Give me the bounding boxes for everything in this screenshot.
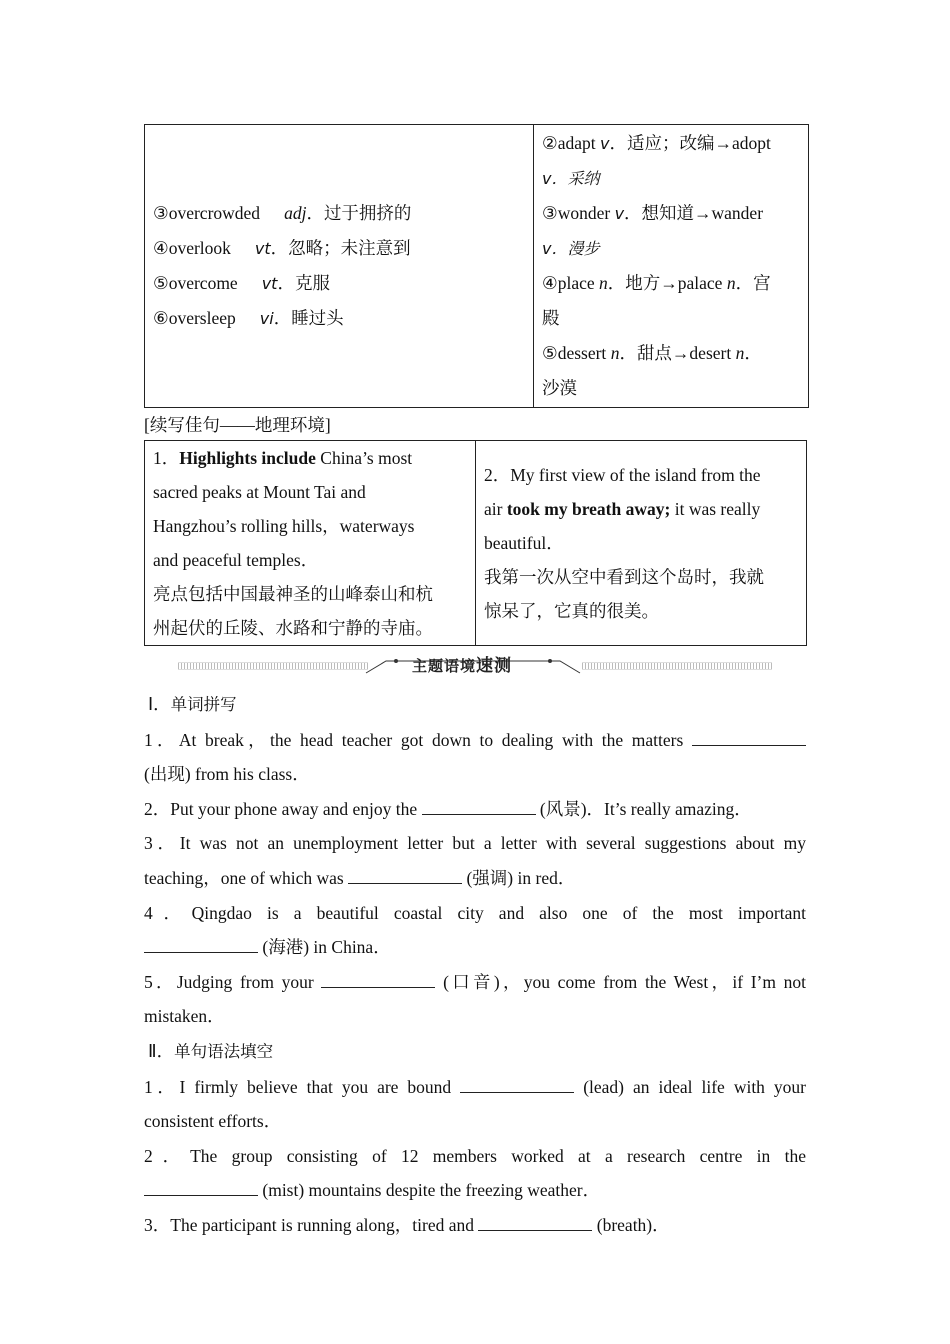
sentence-2-cell: 2．My first view of the island from the air took my breath away; it was really beautiful． 我第一次从空中看到这个岛时，我就 惊呆了，它真的很美。	[476, 441, 807, 646]
answer-blank[interactable]	[144, 936, 258, 953]
section-banner	[144, 645, 806, 687]
vocab-right-line: v．采纳	[542, 169, 600, 188]
answer-blank[interactable]	[422, 798, 536, 815]
section-title: [续写佳句——地理环境]	[144, 415, 331, 435]
vocab-left-item: ⑤overcome vt．克服	[153, 273, 330, 293]
vocab-left-item: ④overlook vt．忽略；未注意到	[153, 238, 411, 258]
vocab-right-line: ⑤dessert n．甜点→desert n．	[542, 343, 762, 363]
sentence-1-cell: 1．Highlights include China’s most sacred peaks at Mount Tai and Hangzhou’s rolling hills，waterways and peaceful temples． 亮点包括中国最神圣的山峰泰山和杭 州起伏的丘陵、水路和宁静的寺庙。	[145, 441, 476, 646]
vocab-right-line: ③wonder v．想知道→wander	[542, 203, 764, 223]
vocab-right-line: ②adapt v．适应；改编→adopt	[542, 133, 771, 153]
vocab-left-cell	[145, 125, 534, 408]
part2-item-1: 1．I firmly believe that you are bound (lead) an ideal life with your consistent efforts．	[144, 1076, 807, 1132]
vocab-left-item: ③overcrowded adj．过于拥挤的	[153, 203, 412, 223]
answer-blank[interactable]	[478, 1214, 592, 1231]
part1-item-1: 1．At break，the head teacher got down to dealing with the matters (出现) from his class．	[144, 723, 806, 792]
answer-blank[interactable]	[460, 1076, 574, 1093]
answer-blank[interactable]	[144, 1179, 258, 1196]
answer-blank[interactable]	[348, 867, 462, 884]
page-content	[144, 124, 806, 1243]
vocab-right-line: ④place n．地方→palace n．宫	[542, 273, 771, 293]
answer-blank[interactable]	[692, 729, 806, 746]
banner-hatch-right	[582, 662, 772, 670]
part2-item-2: 2．The group consisting of 12 members worked at a research centre in the (mist) mountains despite the freezing weather．	[144, 1145, 806, 1201]
vocab-left-item: ⑥oversleep vi．睡过头	[153, 308, 344, 328]
vocab-right-line: v．漫步	[542, 239, 600, 258]
vocab-right-line: 殿	[542, 308, 560, 328]
sentences-table	[144, 440, 807, 646]
banner-hatch-left	[178, 662, 368, 670]
part1-item-2: 2．Put your phone away and enjoy the (风景)．It’s really amazing．	[144, 798, 752, 819]
banner-title: 主题语境速测	[412, 656, 513, 676]
part2-item-3: 3．The participant is running along，tired and (breath)．	[144, 1214, 670, 1235]
vocab-right-line: 沙漠	[542, 378, 577, 398]
vocab-table	[144, 124, 809, 408]
part1-item-5: 5．Judging from your (口音)，you come from the West，if I’m not mistaken．	[144, 971, 807, 1027]
part1-item-3: 3．It was not an unemployment letter but a letter with several suggestions about my teaching，one of which was (强调) in red．	[144, 833, 806, 888]
part1-item-4: 4．Qingdao is a beautiful coastal city and also one of the most important (海港) in China．	[144, 902, 806, 958]
part2-heading: Ⅱ．单句语法填空	[148, 1040, 274, 1061]
vocab-right-cell	[534, 125, 809, 408]
answer-blank[interactable]	[321, 971, 435, 988]
part1-heading: Ⅰ．单词拼写	[148, 694, 237, 714]
